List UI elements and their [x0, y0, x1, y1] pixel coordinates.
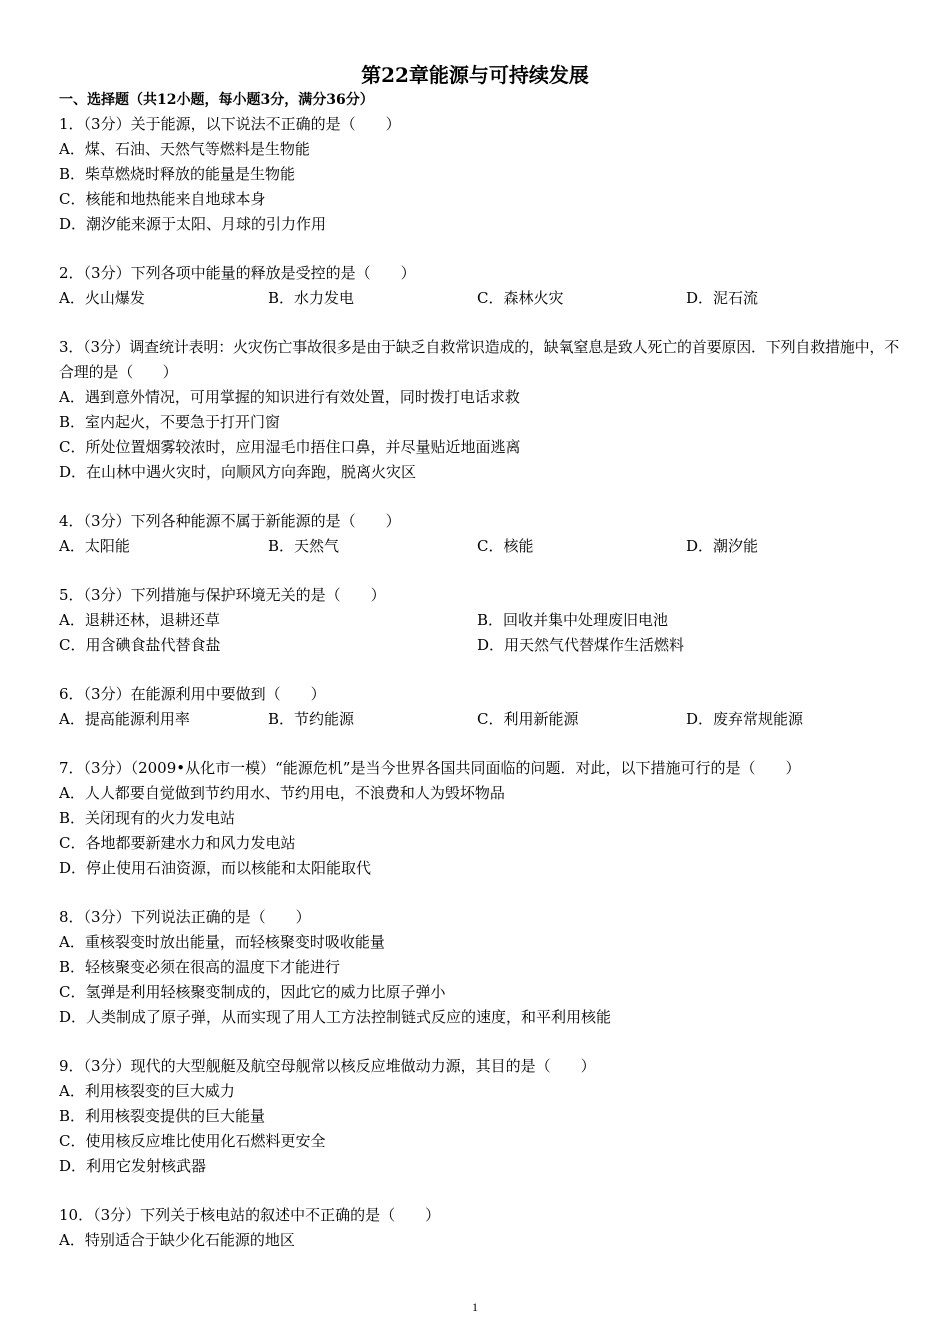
question-stem: 8．（3分）下列说法正确的是（ ） [59, 908, 311, 926]
option-c: C．森林火灾 [477, 289, 564, 307]
option-b: B．回收并集中处理废旧电池 [477, 611, 669, 629]
question-stem: 3．（3分）调查统计表明：火灾伤亡事故很多是由于缺乏自救常识造成的，缺氧窒息是致人死亡的首要原因．下列自救措施中，不合理的是（ ） [59, 338, 899, 381]
option-c: C．用含碘食盐代替食盐 [59, 636, 221, 654]
question-stem: 7．（3分）（2009•从化市一模）“能源危机”是当今世界各国共同面临的问题．对此，以下措施可行的是（ ） [59, 759, 801, 777]
option-a: A．太阳能 [59, 537, 130, 555]
question-1 [59, 112, 899, 237]
option-b: B．轻核聚变必须在很高的温度下才能进行 [59, 958, 341, 976]
option-d: D．在山林中遇火灾时，向顺风方向奔跑，脱离火灾区 [59, 463, 417, 481]
question-9 [59, 1054, 899, 1179]
option-row [59, 534, 899, 559]
option-a: A．特别适合于缺少化石能源的地区 [59, 1231, 295, 1249]
option-d: D．利用它发射核武器 [59, 1157, 207, 1175]
question-stem: 4．（3分）下列各种能源不属于新能源的是（ ） [59, 512, 401, 530]
option-row [59, 608, 899, 633]
question-2 [59, 261, 899, 311]
option-c: C．利用新能源 [477, 710, 579, 728]
option-b: B．节约能源 [268, 710, 355, 728]
question-stem: 10．（3分）下列关于核电站的叙述中不正确的是（ ） [59, 1206, 441, 1224]
option-a: A．退耕还林，退耕还草 [59, 611, 220, 629]
option-a: A．提高能源利用率 [59, 710, 190, 728]
option-b: B．天然气 [268, 537, 340, 555]
page-number: 1 [472, 1300, 478, 1314]
option-row [59, 286, 899, 311]
option-a: A．利用核裂变的巨大威力 [59, 1082, 235, 1100]
option-b: B．关闭现有的火力发电站 [59, 809, 236, 827]
question-7 [59, 756, 899, 881]
question-3 [59, 335, 899, 485]
option-c: C．氢弹是利用轻核聚变制成的，因此它的威力比原子弹小 [59, 983, 446, 1001]
page-title: 第22章能源与可持续发展 [361, 63, 589, 87]
question-6 [59, 682, 899, 732]
option-row [59, 633, 899, 658]
option-a: A．遇到意外情况，可用掌握的知识进行有效处置，同时拨打电话求救 [59, 388, 520, 406]
option-c: C．核能 [477, 537, 534, 555]
option-d: D．泥石流 [686, 289, 759, 307]
question-stem: 2．（3分）下列各项中能量的释放是受控的是（ ） [59, 264, 416, 282]
option-a: A．人人都要自觉做到节约用水、节约用电，不浪费和人为毁坏物品 [59, 784, 505, 802]
option-a: A．煤、石油、天然气等燃料是生物能 [59, 140, 310, 158]
option-c: C．核能和地热能来自地球本身 [59, 190, 266, 208]
option-c: C．使用核反应堆比使用化石燃料更安全 [59, 1132, 326, 1150]
option-b: B．利用核裂变提供的巨大能量 [59, 1107, 266, 1125]
option-d: D．人类制成了原子弹，从而实现了用人工方法控制链式反应的速度，和平利用核能 [59, 1008, 612, 1026]
option-a: A．火山爆发 [59, 289, 145, 307]
option-d: D．潮汐能来源于太阳、月球的引力作用 [59, 215, 327, 233]
question-5 [59, 583, 899, 658]
option-b: B．柴草燃烧时释放的能量是生物能 [59, 165, 296, 183]
option-c: C．各地都要新建水力和风力发电站 [59, 834, 296, 852]
section-heading: 一、选择题（共12小题，每小题3分，满分36分） [59, 92, 374, 108]
question-stem: 6．（3分）在能源利用中要做到（ ） [59, 685, 326, 703]
option-d: D．潮汐能 [686, 537, 759, 555]
option-row [59, 707, 899, 732]
option-d: D．停止使用石油资源，而以核能和太阳能取代 [59, 859, 372, 877]
question-stem: 1．（3分）关于能源，以下说法不正确的是（ ） [59, 115, 401, 133]
option-d: D．用天然气代替煤作生活燃料 [477, 636, 685, 654]
option-a: A．重核裂变时放出能量，而轻核聚变时吸收能量 [59, 933, 385, 951]
question-8 [59, 905, 899, 1030]
question-stem: 9．（3分）现代的大型舰艇及航空母舰常以核反应堆做动力源，其目的是（ ） [59, 1057, 596, 1075]
option-b: B．水力发电 [268, 289, 355, 307]
option-d: D．废弃常规能源 [686, 710, 804, 728]
question-10 [59, 1203, 899, 1253]
question-stem: 5．（3分）下列措施与保护环境无关的是（ ） [59, 586, 386, 604]
option-b: B．室内起火，不要急于打开门窗 [59, 413, 281, 431]
option-c: C．所处位置烟雾较浓时，应用湿毛巾捂住口鼻，并尽量贴近地面逃离 [59, 438, 521, 456]
question-4 [59, 509, 899, 559]
question-list [59, 112, 899, 1277]
